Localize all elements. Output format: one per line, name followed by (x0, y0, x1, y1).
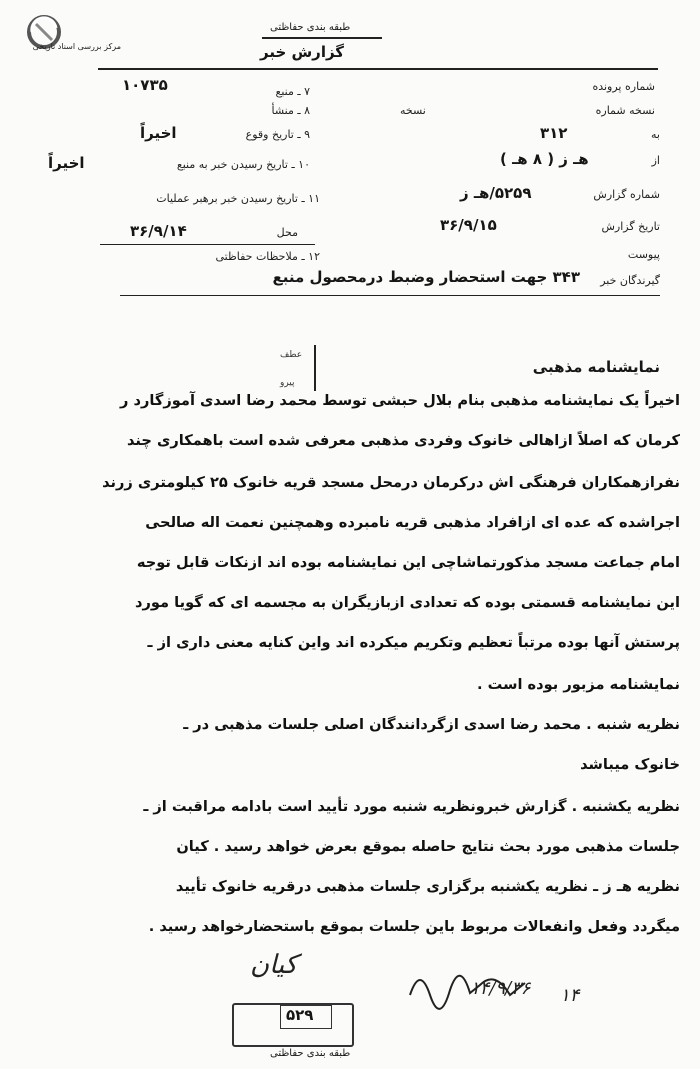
body-line-12: جلسات مذهبی مورد بحث نتایج حاصله بموقع بعرض خواهد رسید . کیان (176, 838, 680, 855)
field-report-number-value: ۵۲۵۹/هـ ز (460, 184, 532, 202)
body-line-7: پرستش آنها بوده مرتباً تعظیم وتکریم میکرده اند واین کنایه معنی داری از ـ (147, 634, 680, 651)
field-security-notes: ۱۲ ـ ملاحظات حفاظتی (215, 250, 320, 263)
classification-bottom: طبقه بندی حفاظتی (270, 1048, 351, 1059)
margin-divider (314, 345, 316, 391)
field-from-value: هـ ز ( ۸ هـ ) (500, 150, 589, 168)
field-report-date-label: تاریخ گزارش (601, 220, 660, 233)
field-copy-value: نسخه (400, 104, 426, 117)
field-recipients-value: ۳۴۳ جهت استحضار وضبط درمحصول منبع (272, 268, 580, 286)
margin-note-peyro: پیرو (280, 378, 295, 388)
field-operations-date: ۱۱ ـ تاریخ رسیدن خبر برهبر عملیات (156, 192, 320, 205)
body-line-1: اخیراً یک نمایشنامه مذهبی بنام بلال حبشی توسط محمد رضا اسدی آموزگارد ر (120, 392, 680, 409)
body-line-5: امام جماعت مسجد مذکورتماشاچی این نمایشنامه بوده اند ازنکات قابل توجه (136, 554, 680, 571)
handwritten-signature: کیان (250, 950, 298, 980)
title-rule (262, 37, 382, 39)
field-report-number-label: شماره گزارش (593, 188, 660, 201)
field-from-label: از (651, 154, 660, 167)
body-line-8: نمایشنامه مزبور بوده است . (477, 676, 680, 693)
field-received-date: ۱۰ ـ تاریخ رسیدن خبر به منبع (176, 158, 310, 171)
handwritten-date: ۱۴/۹/۳۶ (470, 978, 531, 999)
field-report-date-value: ۳۶/۹/۱۵ (440, 216, 497, 234)
body-line-6: این نمایشنامه قسمتی بوده که تعدادی ازبازیگران به مجسمه ای که گویا مورد (135, 594, 680, 611)
place-rule (100, 244, 315, 245)
classification-top: طبقه بندی حفاظتی (270, 22, 351, 33)
field-place-label: محل (276, 226, 298, 239)
body-line-10: خانوک میباشد (580, 756, 680, 773)
archive-logo-icon (14, 10, 74, 70)
header-rule (98, 68, 658, 70)
fields-bottom-rule (120, 295, 660, 296)
archive-caption: مرکز بررسی اسناد تاریخی (32, 42, 121, 51)
field-received-date-value: اخیراً (48, 154, 85, 172)
body-line-11: نظریه یکشنبه . گزارش خبرونظریه شنبه مورد تأیید است بادامه مراقبت از ـ (143, 798, 680, 815)
subject-line: نمایشنامه مذهبی (532, 358, 660, 376)
body-line-3: نفرازهمکاران فرهنگی اش درکرمان درمحل مسجد قریه خانوک ۲۵ کیلومتری زرند (102, 474, 680, 491)
report-title: گزارش خبر (260, 43, 345, 61)
body-line-14: میگردد وفعل وانفعالات مربوط باین جلسات بموقع باستحضارخواهد رسید . (148, 918, 680, 935)
body-line-13: نظریه هـ ز ـ نظریه یکشنبه برگزاری جلسات مذهبی درقریه خانوک تأیید (175, 878, 680, 895)
field-to-value: ۳۱۲ (540, 124, 568, 142)
body-line-2: کرمان که اصلاً ازاهالی خانوک وفردی مذهبی معرفی شده است باهمکاری چند (126, 432, 680, 449)
field-source-value: ۱۰۷۳۵ (122, 76, 168, 94)
field-to-label: به (651, 128, 660, 141)
field-occurrence-date-value: اخیراً (140, 124, 177, 142)
field-attachment-label: پیوست (627, 248, 660, 261)
field-occurrence-date: ۹ ـ تاریخ وقوع (245, 128, 310, 141)
field-place-value: ۳۶/۹/۱۴ (130, 222, 187, 240)
body-line-9: نظریه شنبه . محمد رضا اسدی ازگردانندگان اصلی جلسات مذهبی در ـ (183, 716, 680, 733)
body-line-4: اجراشده که عده ای ازافراد مذهبی قریه نامبرده وهمچنین نعمت اله صالحی (145, 514, 680, 531)
field-file-number: شماره پرونده (592, 80, 655, 93)
margin-note-atf: عطف (280, 350, 303, 360)
field-label: ۷ ـ منبع (275, 85, 310, 98)
field-copy-number: نسخه شماره (595, 104, 655, 117)
field-recipients-label: گیرندگان خبر (600, 274, 660, 287)
handwritten-number: ۱۴ (560, 985, 580, 1006)
field-origin: ۸ ـ منشأ (271, 104, 310, 117)
stamp-number: ۵۲۹ (286, 1006, 314, 1024)
